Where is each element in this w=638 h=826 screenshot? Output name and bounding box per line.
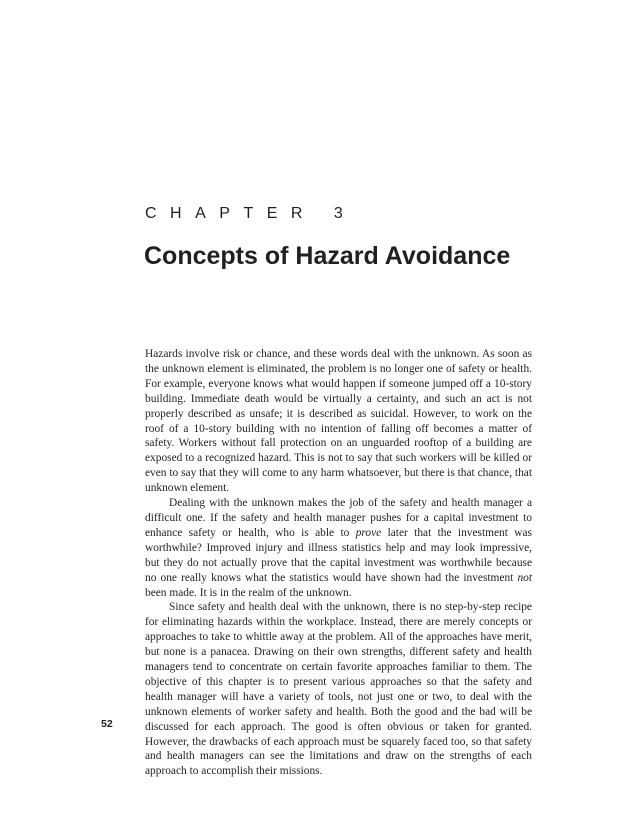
paragraph-2-text-b: later that the investment was worthwhile? Improved injury and illness statistics help and may look impressive, but they do not actually prove that the capital investment was worthwhile because no one really knows what the statistics would have shown had the investment <box>145 526 532 584</box>
paragraph-2-emphasis-prove: prove <box>355 526 382 539</box>
paragraph-1-text: Hazards involve risk or chance, and these words deal with the unknown. As soon as the unknown element is eliminated, the problem is no longer one of safety or health. For example, everyone knows what would happen if someone jumped off a 10-story building. Immediate death would be virtually a certainty, and such an act is not properly described as unsafe; it is described as suicidal. However, to work on the roof of a 10-story building with no intention of falling off becomes a matter of safety. Workers without fall protection on an unguarded rooftop of a building are exposed to a recognized hazard. This is not to say that such workers will be killed or even to say that they will come to any harm whatsoever, but there is that chance, that unknown element. <box>145 348 532 495</box>
body-text <box>145 347 532 779</box>
paragraph-3-text: Since safety and health deal with the unknown, there is no step-by-step recipe for eliminating hazards within the workplace. Instead, there are merely concepts or approaches to take to whittle away at the problem. All of the approaches have merit, but none is a panacea. Drawing on their own strengths, different safety and health managers tend to concentrate on certain favorite approaches familiar to them. The objective of this chapter is to present various approaches so that the safety and health manager will have a variety of tools, not just one or two, to deal with the unknown elements of worker safety and health. Both the good and the bad will be discussed for each approach. The good is often obvious or taken for granted. However, the drawbacks of each approach must be squarely faced too, so that safety and health managers can see the limitations and draw on the strengths of each approach to accomplish their missions. <box>145 601 532 778</box>
paragraph-2-emphasis-not: not <box>517 571 532 584</box>
page-number: 52 <box>101 718 113 730</box>
paragraph-1 <box>145 347 532 496</box>
chapter-label: CHAPTER 3 <box>145 205 357 222</box>
chapter-title: Concepts of Hazard Avoidance <box>144 242 511 270</box>
paragraph-2 <box>145 496 532 600</box>
paragraph-2-text-c: been made. It is in the realm of the unknown. <box>145 586 352 599</box>
paragraph-3 <box>145 600 532 779</box>
paragraph-2-text-a: Dealing with the unknown makes the job of the safety and health manager a difficult one. If the safety and health manager pushes for a capital investment to enhance safety or health, who is able to <box>145 497 532 539</box>
